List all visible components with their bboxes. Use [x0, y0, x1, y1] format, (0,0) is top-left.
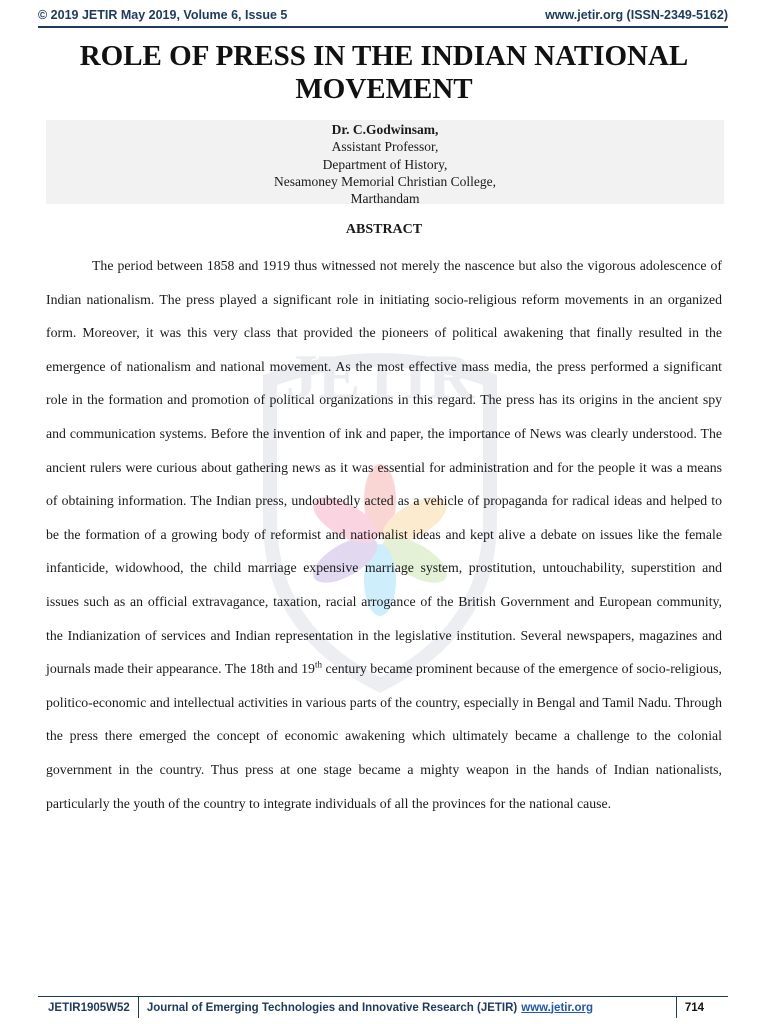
journal-header	[38, 4, 728, 28]
header-website-issn: www.jetir.org (ISSN-2349-5162)	[545, 8, 728, 22]
author-college: Nesamoney Memorial Christian College,	[274, 173, 496, 189]
title-line-1: ROLE OF PRESS IN THE INDIAN NATIONAL	[79, 40, 689, 72]
abstract-body	[46, 249, 722, 820]
footer-journal-title: Journal of Emerging Technologies and Innovative Research (JETIR)	[146, 1001, 518, 1014]
author-place: Marthandam	[350, 191, 420, 207]
journal-footer	[38, 996, 728, 1018]
abstract-text-part-2: century became prominent because of the emergence of socio-religious, politico-economic and intellectual activities in various parts of the country, especially in Bengal and Tamil Nadu. Through the press there emerged the concept of economic awakening which ultimately became a challenge to the colonial government in the country. Thus press at one stage became a mighty weapon in the hands of Indian nationalists, particularly the youth of the country to integrate individuals of all the provinces for the national cause.	[46, 661, 722, 811]
watermark-text: JETIR	[285, 341, 475, 412]
abstract-text-part-1: The period between 1858 and 1919 thus witnessed not merely the nascence but also the vigorous adolescence of Indian nationalism. The press played a significant role in initiating socio-religious reform movements in an organized form. Moreover, it was this very class that provided the pioneers of political awakening that finally resulted in the emergence of nationalism and national movement. As the most effective mass media, the press performed a significant role in the formation and promotion of political organizations in this regard. The press has its origins in the ancient spy and communication systems. Before the invention of ink and paper, the importance of News was clearly understood. The ancient rulers were curious about gathering news as it was essential for administration and for the people it was a means of obtaining information. The Indian press, undoubtedly acted as a vehicle of propaganda for radical ideas and helped to be the formation of a growing body of reformist and nationalist ideas and kept alive a debate on issues like the female infanticide, widowhood, the child marriage expensive marriage system, prostitution, untouchability, superstition and issues such as an official extravagance, taxation, racial arrogance of the British Government and European community, the Indianization of services and Indian representation in the legislative institution. Several newspapers, magazines and journals made their appearance. The 18th and 19	[46, 258, 722, 677]
footer-paper-id: JETIR1905W52	[38, 997, 139, 1018]
abstract-heading: ABSTRACT	[345, 222, 423, 237]
abstract-paragraph	[46, 249, 722, 820]
author-block	[46, 120, 724, 207]
author-name: Dr. C.Godwinsam,	[331, 122, 439, 137]
footer-website-link[interactable]: www.jetir.org	[521, 1001, 594, 1014]
superscript-th: th	[314, 659, 322, 670]
footer-journal-name	[139, 997, 593, 1018]
paper-title	[30, 40, 738, 106]
title-line-2: MOVEMENT	[295, 73, 473, 105]
author-department: Department of History,	[322, 156, 448, 172]
author-position: Assistant Professor,	[331, 139, 439, 155]
footer-page-number: 714	[676, 997, 728, 1018]
header-issue-info: © 2019 JETIR May 2019, Volume 6, Issue 5	[38, 8, 288, 22]
